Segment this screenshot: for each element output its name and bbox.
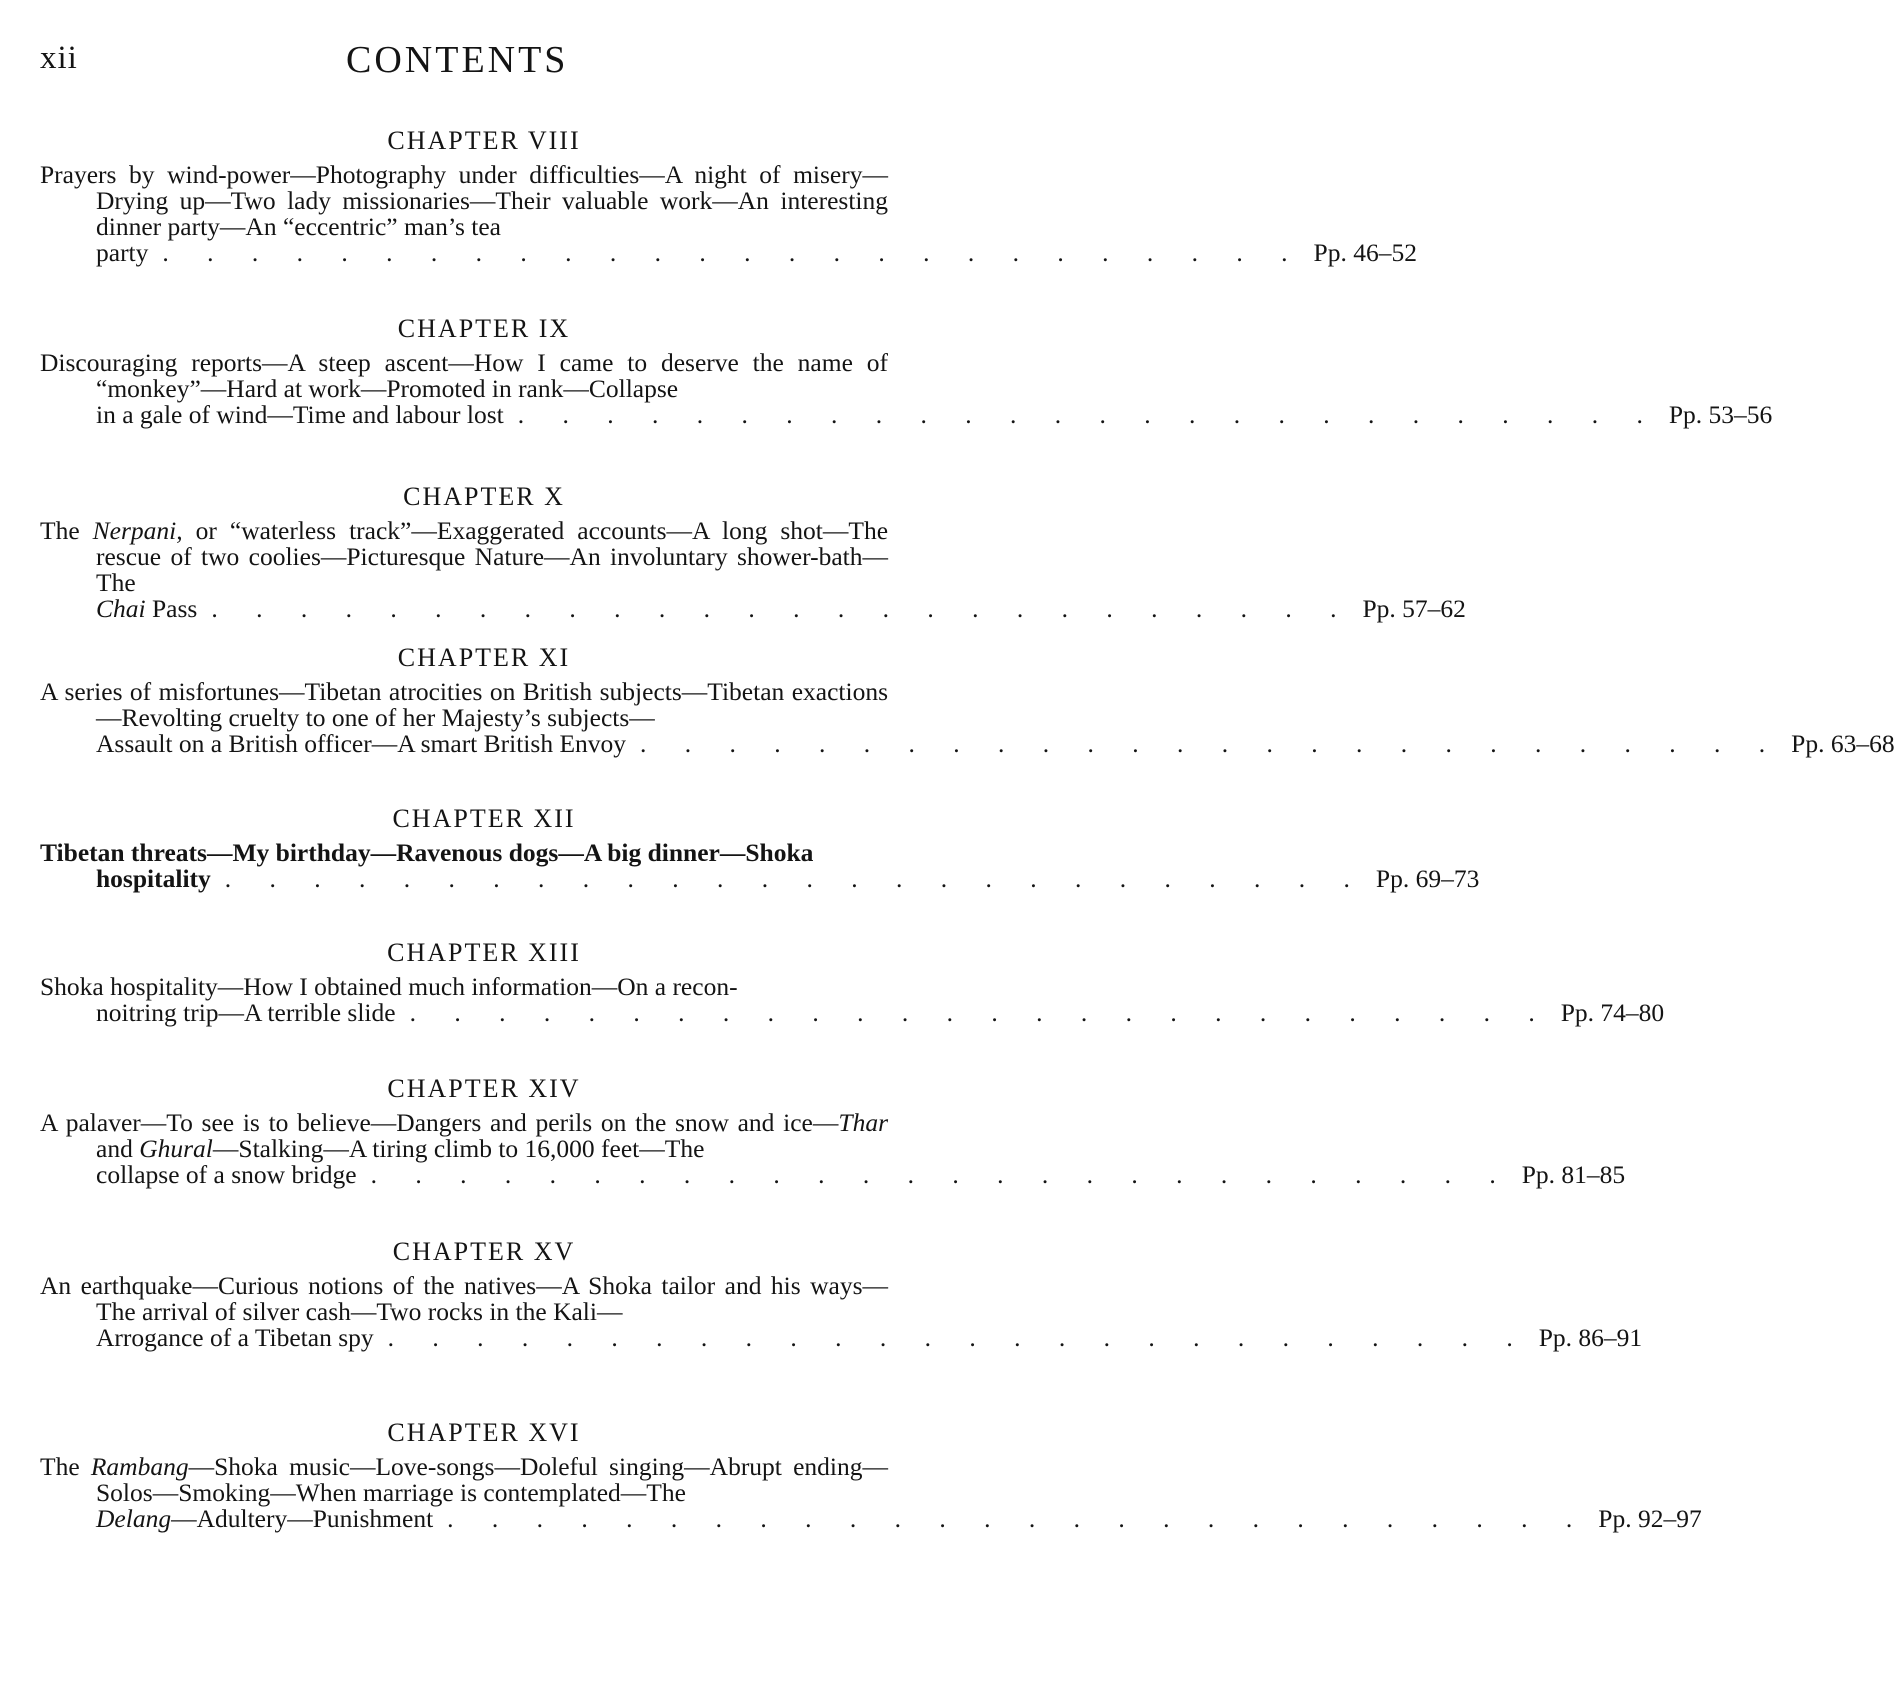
chapter-summary bbox=[40, 1108, 1626, 1189]
dot-leader: . . . . . . . . . . . . . . . . . . . . . . . . . . bbox=[224, 864, 1366, 893]
chapter-heading: CHAPTER XVI bbox=[387, 1418, 581, 1447]
chapter-heading: CHAPTER XII bbox=[392, 804, 576, 833]
chapter-heading: CHAPTER X bbox=[403, 482, 565, 511]
page-range: Pp. 86–91 bbox=[1538, 1323, 1643, 1352]
summary-italic: Delang bbox=[96, 1504, 172, 1533]
summary-mid: or “waterless track”—Exaggerated accounts—A long shot—The rescue of two coolies—Picturesque Nature—An involuntary shower-bath—The bbox=[96, 516, 889, 597]
summary-italic: Thar bbox=[838, 1108, 888, 1137]
chapter-summary bbox=[40, 677, 1895, 758]
summary-last-text: noitring trip—A terrible slide bbox=[96, 998, 396, 1027]
chapter-entry bbox=[40, 643, 1895, 758]
summary-last-text: collapse of a snow bridge bbox=[96, 1160, 357, 1189]
chapter-entry bbox=[40, 1074, 1626, 1189]
dot-leader: . . . . . . . . . . . . . . . . . . . . . . . . . . bbox=[211, 594, 1353, 623]
summary-last-text: —Adultery—Punishment bbox=[171, 1504, 434, 1533]
summary-last-text: in a gale of wind—Time and labour lost bbox=[96, 400, 504, 429]
page-range: Pp. 92–97 bbox=[1598, 1504, 1702, 1533]
dot-leader: . . . . . . . . . . . . . . . . . . . . . . . . . . bbox=[409, 998, 1551, 1027]
summary-text: Discouraging reports—A steep ascent—How I came to deserve the name of “monkey”—Hard at work—Promoted in rank—Collapse bbox=[40, 348, 888, 403]
page-range: Pp. 81–85 bbox=[1521, 1160, 1626, 1189]
summary-text bbox=[40, 1454, 888, 1506]
running-title: CONTENTS bbox=[346, 39, 569, 81]
summary-last-line bbox=[40, 238, 1417, 267]
summary-text: Prayers by wind-power—Photography under difficulties—A night of misery—Drying up—Two lady missionaries—Their valuable work—An interesting dinner party—An “eccentric” man’s tea bbox=[40, 160, 888, 241]
summary-last-line bbox=[40, 594, 1466, 623]
summary-last-text: Assault on a British officer—A smart British Envoy bbox=[96, 729, 627, 758]
summary-italic: Nerpani, bbox=[92, 516, 183, 545]
chapter-entry bbox=[40, 482, 1466, 623]
chapter-summary bbox=[40, 348, 1773, 429]
summary-pre: The bbox=[40, 1452, 80, 1481]
summary-text bbox=[40, 518, 888, 596]
summary-last-line bbox=[40, 1323, 1643, 1352]
dot-leader: . . . . . . . . . . . . . . . . . . . . . . . . . . bbox=[640, 729, 1782, 758]
chapter-heading: CHAPTER IX bbox=[397, 314, 571, 343]
chapter-heading: CHAPTER XIII bbox=[387, 938, 581, 967]
summary-post: —Stalking—A tiring climb to 16,000 feet—The bbox=[212, 1134, 705, 1163]
summary-text: A series of misfortunes—Tibetan atrocities on British subjects—Tibetan exactions—Revolting cruelty to one of her Majesty’s subjects— bbox=[40, 677, 888, 732]
dot-leader: . . . . . . . . . . . . . . . . . . . . . . . . . . bbox=[162, 238, 1304, 267]
dot-leader: . . . . . . . . . . . . . . . . . . . . . . . . . . bbox=[370, 1160, 1512, 1189]
chapter-entry bbox=[40, 1418, 1702, 1533]
page-range: Pp. 74–80 bbox=[1560, 998, 1665, 1027]
dot-leader: . . . . . . . . . . . . . . . . . . . . . . . . . . bbox=[387, 1323, 1529, 1352]
chapter-heading: CHAPTER XIV bbox=[387, 1074, 581, 1103]
summary-last-line bbox=[40, 1504, 1702, 1533]
summary-text: An earthquake—Curious notions of the natives—A Shoka tailor and his ways—The arrival of silver cash—Two rocks in the Kali— bbox=[40, 1271, 888, 1326]
summary-italic: Ghural bbox=[139, 1134, 213, 1163]
summary-last-text: Pass bbox=[151, 594, 198, 623]
chapter-entry bbox=[40, 126, 1417, 267]
chapter-entry bbox=[40, 1237, 1643, 1352]
page-range: Pp. 57–62 bbox=[1362, 594, 1466, 623]
summary-last-line bbox=[40, 729, 1895, 758]
chapter-entry bbox=[40, 938, 1665, 1027]
page-range: Pp. 46–52 bbox=[1313, 238, 1417, 267]
chapter-summary bbox=[40, 516, 1466, 623]
page-folio: xii bbox=[40, 40, 78, 76]
chapter-summary bbox=[40, 972, 1665, 1027]
chapter-summary bbox=[40, 838, 1480, 893]
page-range: Pp. 63–68 bbox=[1791, 729, 1895, 758]
summary-last-line bbox=[40, 1160, 1626, 1189]
chapter-heading: CHAPTER XI bbox=[397, 643, 571, 672]
chapter-summary bbox=[40, 160, 1417, 267]
page-range: Pp. 69–73 bbox=[1375, 864, 1480, 893]
summary-last-line bbox=[40, 864, 1480, 893]
summary-pre: A palaver—To see is to believe—Dangers and perils on the snow and ice— bbox=[40, 1108, 839, 1137]
dot-leader: . . . . . . . . . . . . . . . . . . . . . . . . . . bbox=[517, 400, 1659, 429]
summary-last-line bbox=[40, 998, 1665, 1027]
chapter-heading: CHAPTER XV bbox=[392, 1237, 576, 1266]
chapter-summary bbox=[40, 1271, 1643, 1352]
summary-mid: and bbox=[96, 1134, 133, 1163]
summary-text: Tibetan threats—My birthday—Ravenous dogs—A big dinner—Shoka bbox=[40, 838, 814, 867]
summary-italic: Chai bbox=[96, 594, 146, 623]
page-range: Pp. 53–56 bbox=[1668, 400, 1773, 429]
summary-mid: —Shoka music—Love-songs—Doleful singing—Abrupt ending—Solos—Smoking—When marriage is contemplated—The bbox=[96, 1452, 888, 1507]
summary-last-text: party bbox=[96, 238, 149, 267]
summary-last-text: hospitality bbox=[96, 864, 211, 893]
chapter-heading: CHAPTER VIII bbox=[387, 126, 581, 155]
summary-pre: The bbox=[40, 516, 80, 545]
summary-text bbox=[40, 1110, 888, 1162]
chapter-summary bbox=[40, 1452, 1702, 1533]
chapter-entry bbox=[40, 804, 1480, 893]
chapter-entry bbox=[40, 314, 1773, 429]
summary-text: Shoka hospitality—How I obtained much information—On a recon- bbox=[40, 972, 738, 1001]
summary-italic: Rambang bbox=[90, 1452, 189, 1481]
summary-last-line bbox=[40, 400, 1773, 429]
summary-last-text: Arrogance of a Tibetan spy bbox=[96, 1323, 374, 1352]
dot-leader: . . . . . . . . . . . . . . . . . . . . . . . . . . bbox=[447, 1504, 1589, 1533]
